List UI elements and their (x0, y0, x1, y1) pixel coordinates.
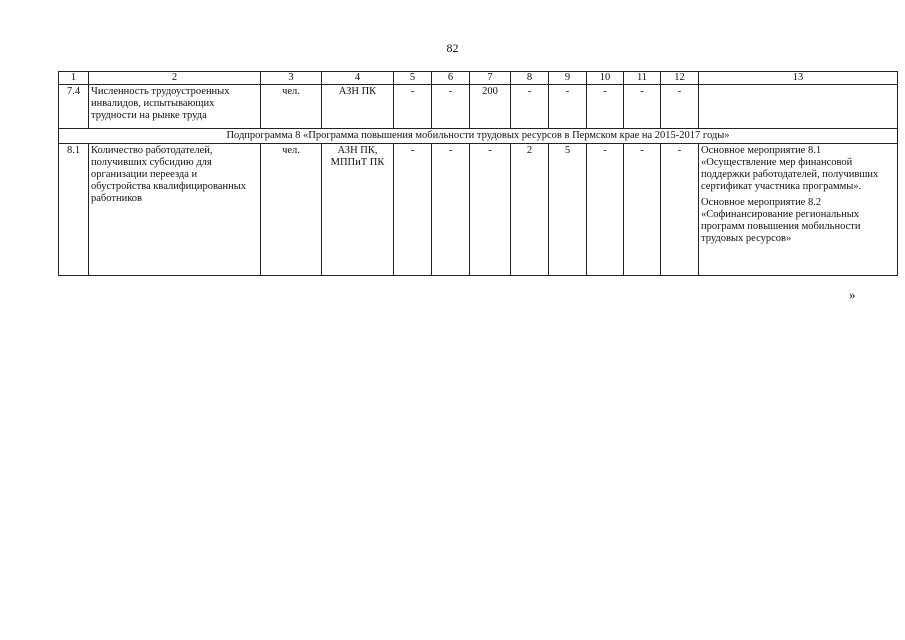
header-cell: 6 (432, 72, 470, 85)
value-cell: - (587, 85, 624, 129)
table-row (59, 85, 898, 129)
value-cell: 200 (470, 85, 511, 129)
value-cell: - (432, 85, 470, 129)
header-cell: 4 (322, 72, 394, 85)
value-cell: - (549, 85, 587, 129)
subprogram-row (59, 129, 898, 144)
closing-quote: » (849, 287, 856, 302)
table-header-row (59, 72, 898, 85)
header-cell: 13 (699, 72, 898, 85)
value-cell: - (511, 85, 549, 129)
responsible-cell: АЗН ПК (322, 85, 394, 129)
value-cell: 5 (549, 144, 587, 276)
responsible-cell: АЗН ПК, МППиТ ПК (322, 144, 394, 276)
header-cell: 7 (470, 72, 511, 85)
action-cell (699, 85, 898, 129)
value-cell: 2 (511, 144, 549, 276)
action-cell (699, 144, 898, 276)
value-cell: - (394, 85, 432, 129)
value-cell: - (624, 144, 661, 276)
indicator-name: Количество работодателей, получивших субсидию для организации переезда и обустройства квалифицированных работников (89, 144, 261, 276)
value-cell: - (587, 144, 624, 276)
header-cell: 10 (587, 72, 624, 85)
header-cell: 3 (261, 72, 322, 85)
header-cell: 1 (59, 72, 89, 85)
value-cell: - (624, 85, 661, 129)
subprogram-title: Подпрограмма 8 «Программа повышения мобильности трудовых ресурсов в Пермском крае на 2015-2017 годы» (59, 129, 898, 144)
value-cell: - (470, 144, 511, 276)
page-number: 82 (446, 41, 459, 55)
value-cell: - (394, 144, 432, 276)
main-activity-8-2: Основное мероприятие 8.2 «Софинансирование региональных программ повышения мобильности трудовых ресурсов» (701, 197, 861, 244)
value-cell: - (661, 144, 699, 276)
main-activity-8-1: Основное мероприятие 8.1 «Осуществление мер финансовой поддержки работодателей, получивших сертификат участника программы». (701, 145, 879, 192)
header-cell: 8 (511, 72, 549, 85)
indicators-table (58, 71, 898, 276)
row-number: 7.4 (59, 85, 89, 129)
unit-cell: чел. (261, 85, 322, 129)
value-cell: - (661, 85, 699, 129)
row-number: 8.1 (59, 144, 89, 276)
header-cell: 5 (394, 72, 432, 85)
header-cell: 11 (624, 72, 661, 85)
unit-cell: чел. (261, 144, 322, 276)
header-cell: 12 (661, 72, 699, 85)
table-row (59, 144, 898, 276)
value-cell: - (432, 144, 470, 276)
header-cell: 9 (549, 72, 587, 85)
indicator-name: Численность трудоустроенных инвалидов, испытывающих трудности на рынке труда (89, 85, 261, 129)
header-cell: 2 (89, 72, 261, 85)
